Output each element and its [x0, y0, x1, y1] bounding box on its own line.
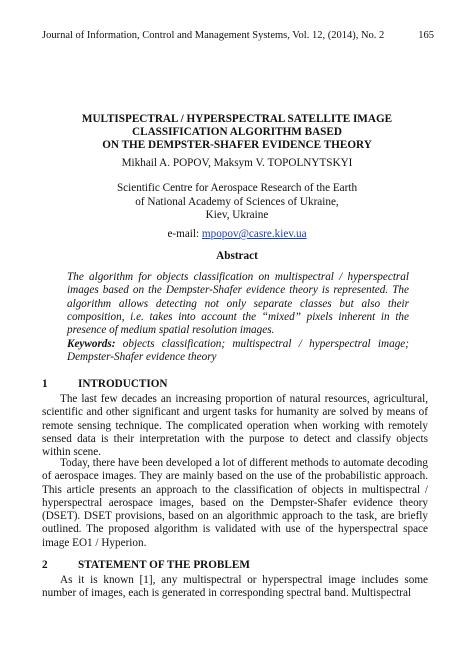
keywords-text: objects classification; multispectral / hyperspectral image; Dempster-Shafer evidence theory — [67, 338, 409, 364]
section-heading-introduction — [42, 378, 168, 390]
affiliation-line: Kiev, Ukraine — [205, 209, 269, 221]
affiliation-line: of National Academy of Sciences of Ukraine, — [135, 195, 339, 208]
email-line — [0, 228, 474, 240]
running-header — [42, 30, 434, 41]
abstract-text: The algorithm for objects classification on multispectral / hyperspectral images based on the Dempster-Shafer evidence theory is represented. The algorithm allows detecting not only separate classes but also their composition, i.e. takes into account the “mixed” pixels inherent in the presence of medium spatial resolution images. — [67, 271, 409, 337]
section-number: 1 — [42, 378, 48, 390]
title-line: MULTISPECTRAL / HYPERSPECTRAL SATELLITE IMAGE — [81, 113, 393, 125]
title-line: ON THE DEMPSTER-SHAFER EVIDENCE THEORY — [102, 139, 372, 151]
paragraph: The last few decades an increasing proportion of natural resources, agricultural, scientific and other significant and urgent tasks for humanity are solved by means of remote sensing technique. The complicated operation when working with remotely sensed data is their interpretation with the purpose to detect and classify objects within scene. — [42, 393, 428, 459]
paper-title — [0, 113, 474, 152]
paragraph: As it is known [1], any multispectral or hyperspectral image includes some number of images, each is generated in corresponding spectral band. Multispectral — [42, 574, 428, 600]
section-number: 2 — [42, 559, 48, 571]
affiliation-line: Scientific Centre for Aerospace Research of the Earth — [116, 182, 358, 194]
title-line: CLASSIFICATION ALGORITHM BASED — [132, 126, 342, 138]
section-heading-problem-statement — [42, 559, 250, 571]
email-label: e-mail: — [167, 228, 202, 240]
affiliation — [0, 182, 474, 223]
email-link[interactable]: mpopov@casre.kiev.ua — [201, 228, 307, 240]
keywords — [67, 338, 409, 365]
section-title: STATEMENT OF THE PROBLEM — [78, 559, 250, 571]
paragraph: Today, there have been developed a lot of different methods to automate decoding of aerospace images. They are mainly based on the use of the probabilistic approach. This article presents an approach to the classification of objects in multispectral / hyperspectral aerospace images, based on the Dempster-Shafer evidence theory (DSET). DSET provisions, based on an algorithmic approach to the task, are briefly outlined. The proposed algorithm is validated with use of the hyperspectral space image EO1 / Hyperion. — [42, 457, 428, 549]
page-number: 165 — [418, 30, 434, 41]
section-title: INTRODUCTION — [78, 378, 168, 390]
authors: Mikhail A. POPOV, Maksym V. TOPOLNYTSKYI — [121, 157, 353, 169]
keywords-label: Keywords: — [67, 338, 116, 350]
journal-citation: Journal of Information, Control and Management Systems, Vol. 12, (2014), No. 2 — [42, 30, 385, 41]
abstract-heading: Abstract — [216, 250, 258, 262]
